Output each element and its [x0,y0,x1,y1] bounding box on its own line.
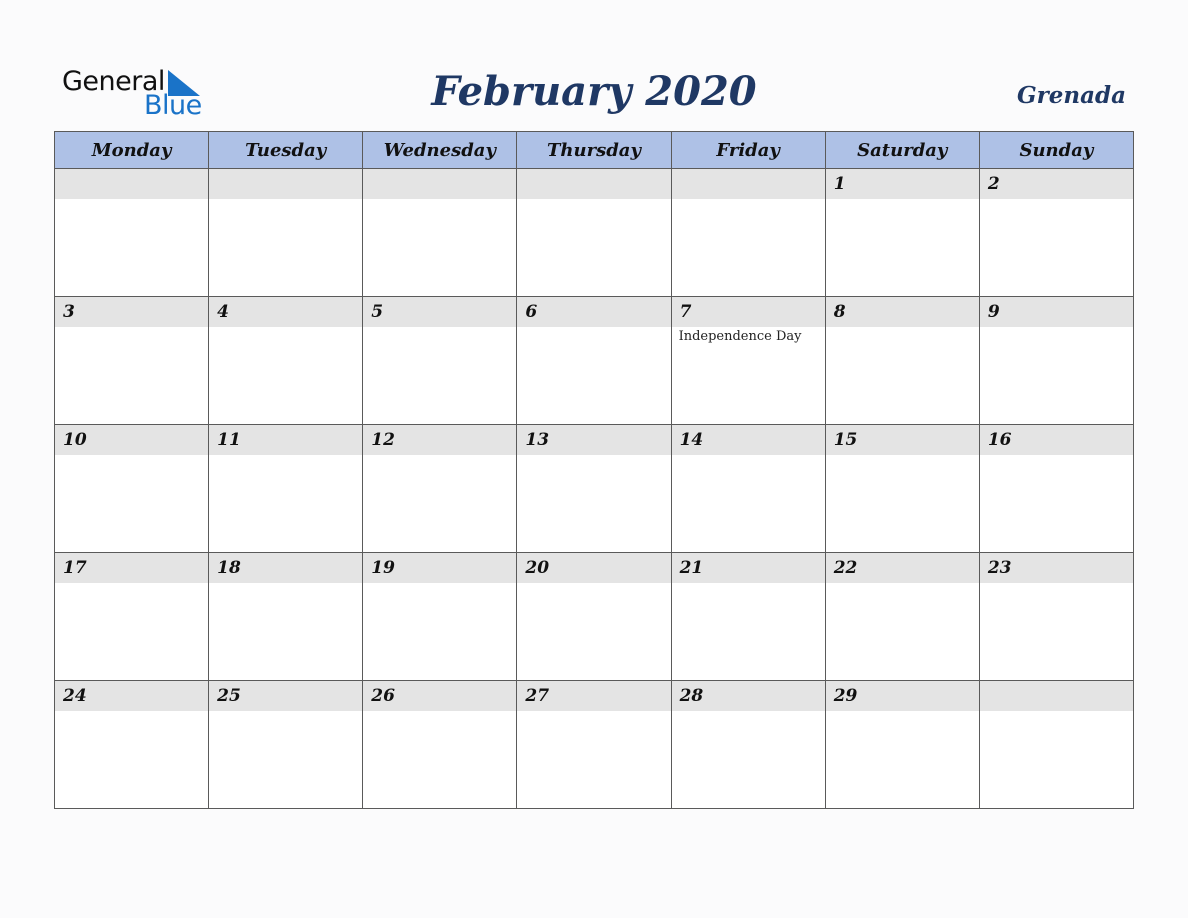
day-number: 7 [672,297,825,327]
day-cell [671,297,825,425]
day-number: 21 [672,553,825,583]
day-number: 24 [55,681,208,711]
day-cell [517,681,671,809]
day-cell [671,553,825,681]
day-cell [979,297,1133,425]
day-number: 15 [826,425,979,455]
week-row [55,553,1134,681]
day-number: 17 [55,553,208,583]
day-number [980,681,1133,711]
day-number: 19 [363,553,516,583]
day-cell [55,553,209,681]
day-cell [55,297,209,425]
day-cell [209,553,363,681]
day-number: 23 [980,553,1133,583]
day-number: 20 [517,553,670,583]
weekday-header: Tuesday [209,132,363,169]
day-cell [209,169,363,297]
day-number: 22 [826,553,979,583]
day-cell [517,169,671,297]
day-number: 28 [672,681,825,711]
day-cell [363,681,517,809]
day-cell [979,681,1133,809]
day-cell [979,169,1133,297]
day-number: 10 [55,425,208,455]
day-cell [517,425,671,553]
weekday-header: Sunday [979,132,1133,169]
day-number: 4 [209,297,362,327]
country-name: Grenada [1016,82,1126,109]
day-number: 14 [672,425,825,455]
day-number: 11 [209,425,362,455]
day-cell [55,169,209,297]
day-cell [825,425,979,553]
calendar-grid [54,131,1134,809]
day-number [55,169,208,199]
weekday-header: Monday [55,132,209,169]
day-cell [55,425,209,553]
day-cell [825,297,979,425]
day-number: 9 [980,297,1133,327]
day-cell [363,297,517,425]
day-cell [517,297,671,425]
day-cell [979,553,1133,681]
day-cell [979,425,1133,553]
day-number: 18 [209,553,362,583]
weekday-header: Wednesday [363,132,517,169]
day-number [672,169,825,199]
day-number: 6 [517,297,670,327]
day-cell [209,425,363,553]
day-number: 29 [826,681,979,711]
day-cell [825,169,979,297]
day-cell [363,169,517,297]
day-cell [517,553,671,681]
weekday-header: Friday [671,132,825,169]
day-number: 16 [980,425,1133,455]
day-cell [671,425,825,553]
day-number: 3 [55,297,208,327]
weekday-header: Thursday [517,132,671,169]
day-cell [671,169,825,297]
day-number [209,169,362,199]
week-row [55,425,1134,553]
week-row [55,297,1134,425]
calendar-title: February 2020 [431,68,757,115]
day-number: 5 [363,297,516,327]
day-cell [671,681,825,809]
weekday-header: Saturday [825,132,979,169]
day-cell [363,425,517,553]
day-number: 25 [209,681,362,711]
day-number: 12 [363,425,516,455]
day-cell [825,553,979,681]
day-number: 27 [517,681,670,711]
day-cell [55,681,209,809]
day-number: 8 [826,297,979,327]
day-number [517,169,670,199]
week-row [55,169,1134,297]
weekday-header-row [55,132,1134,169]
day-number: 26 [363,681,516,711]
day-number: 1 [826,169,979,199]
day-number: 2 [980,169,1133,199]
day-number [363,169,516,199]
week-row [55,681,1134,809]
day-number: 13 [517,425,670,455]
day-cell [825,681,979,809]
logo-general-text: General [62,66,165,97]
day-cell [363,553,517,681]
holiday-label: Independence Day [678,329,802,344]
day-cell [209,681,363,809]
day-cell [209,297,363,425]
logo-blue-text: Blue [144,90,202,121]
